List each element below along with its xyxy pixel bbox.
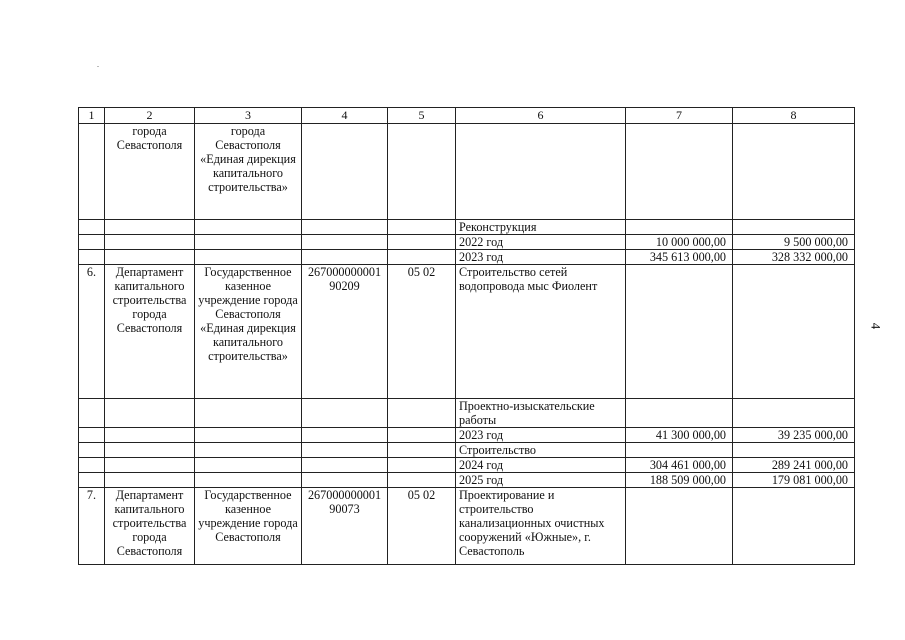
project-title-cell: Строительство сетей водопровода мыс Фиолент (456, 265, 626, 399)
header-cell: 3 (195, 108, 302, 124)
table-row (79, 220, 855, 235)
work-type-cell: Строительство (456, 443, 626, 458)
page-number: 4 (868, 322, 884, 330)
scan-speck (97, 66, 99, 67)
year-cell: 2025 год (456, 473, 626, 488)
amount-cell: 9 500 000,00 (733, 235, 855, 250)
amount-cell: 41 300 000,00 (626, 428, 733, 443)
year-cell: 2023 год (456, 250, 626, 265)
table-row (79, 235, 855, 250)
row-number: 6. (79, 265, 105, 399)
header-cell: 2 (105, 108, 195, 124)
code-cell: 26700000000190209 (302, 265, 388, 399)
amount-cell: 10 000 000,00 (626, 235, 733, 250)
work-type-cell: Проектно-изыскательские работы (456, 399, 626, 428)
year-cell: 2022 год (456, 235, 626, 250)
institution-cell: Государственное казенное учреждение города Севастополя «Единая дирекция капитального строительства» (195, 265, 302, 399)
section-cell: 05 02 (388, 488, 456, 565)
table-row (79, 488, 855, 565)
table-row (79, 399, 855, 428)
header-cell: 4 (302, 108, 388, 124)
year-cell: 2024 год (456, 458, 626, 473)
amount-cell: 188 509 000,00 (626, 473, 733, 488)
header-cell: 7 (626, 108, 733, 124)
work-type-cell: Реконструкция (456, 220, 626, 235)
amount-cell: 39 235 000,00 (733, 428, 855, 443)
section-cell: 05 02 (388, 265, 456, 399)
amount-cell: 179 081 000,00 (733, 473, 855, 488)
amount-cell: 304 461 000,00 (626, 458, 733, 473)
header-cell: 6 (456, 108, 626, 124)
project-title-cell: Проектирование и строительство канализационных очистных сооружений «Южные», г. Севастополь (456, 488, 626, 565)
institution-cell: Государственное казенное учреждение города Севастополя (195, 488, 302, 565)
header-row (79, 108, 855, 124)
amount-cell: 345 613 000,00 (626, 250, 733, 265)
budget-table (78, 107, 855, 565)
institution-cell: города Севастополя «Единая дирекция капитального строительства» (195, 124, 302, 220)
header-cell: 5 (388, 108, 456, 124)
code-cell: 26700000000190073 (302, 488, 388, 565)
department-cell: Департамент капитального строительства города Севастополя (105, 265, 195, 399)
amount-cell: 289 241 000,00 (733, 458, 855, 473)
department-cell: Департамент капитального строительства города Севастополя (105, 488, 195, 565)
table-row (79, 473, 855, 488)
table-row (79, 250, 855, 265)
row-number: 7. (79, 488, 105, 565)
department-cell: города Севастополя (105, 124, 195, 220)
table-row (79, 428, 855, 443)
header-cell: 1 (79, 108, 105, 124)
table-row (79, 443, 855, 458)
table-row (79, 124, 855, 220)
header-cell: 8 (733, 108, 855, 124)
year-cell: 2023 год (456, 428, 626, 443)
table-row (79, 265, 855, 399)
table-row (79, 458, 855, 473)
amount-cell: 328 332 000,00 (733, 250, 855, 265)
